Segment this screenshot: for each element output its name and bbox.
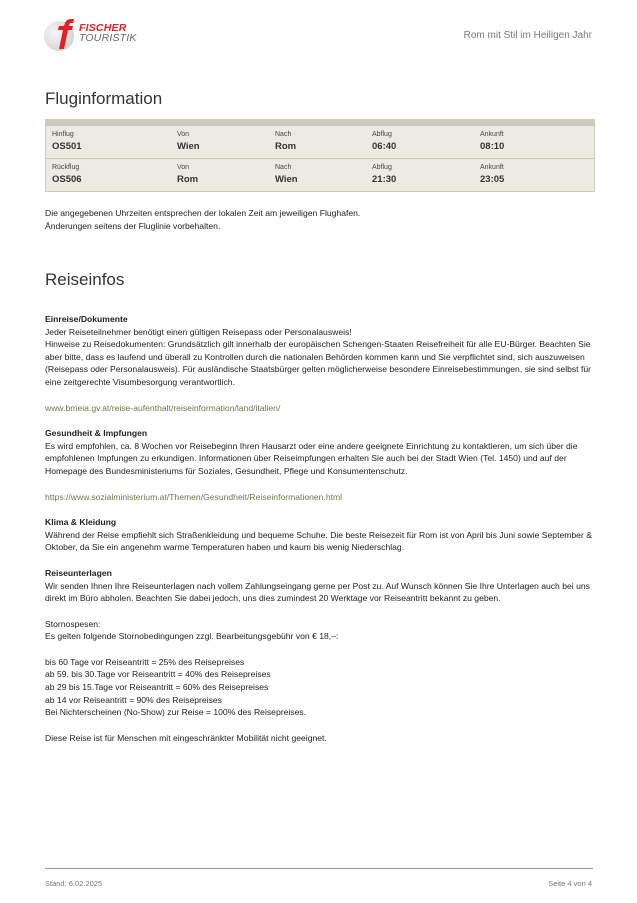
cancellation-item: ab 14 vor Reiseantritt = 90% des Reisepreises xyxy=(45,694,222,705)
cancellation-intro: Es gelten folgende Stornobedingungen zzgl. Bearbeitungsgebühr von € 18,–: xyxy=(45,631,339,642)
arrival-time: 23:05 xyxy=(480,174,505,185)
entry-documents-text: Jeder Reiseteilnehmer benötigt einen gültigen Reisepass oder Personalausweis! xyxy=(45,326,352,337)
flight-note-line-2: Änderungen seitens der Fluglinie vorbehalten. xyxy=(45,220,221,231)
flight-table xyxy=(45,119,595,192)
departure-time: 06:40 xyxy=(372,141,397,152)
travel-info-body xyxy=(45,313,597,744)
flight-row-outbound xyxy=(46,126,594,159)
documents-text: Wir senden Ihnen Ihre Reiseunterlagen nach vollem Zahlungseingang gerne per Post zu. Auf Wunsch können Sie Ihre Unterlagen auch bei uns direkt im Büro abholen. Beachten Sie dabei jedoch, uns dies zumindest 20 Werktage vor Reiseantritt bekannt zu geben. xyxy=(45,580,590,604)
page-header xyxy=(0,0,637,60)
trip-title: Rom mit Stil im Heiligen Jahr xyxy=(463,30,592,41)
fischer-touristik-logo xyxy=(44,20,144,54)
flight-type-label: Hinflug xyxy=(52,131,74,138)
to-city: Wien xyxy=(275,174,298,185)
cancellation-item: ab 29 bis 15.Tage vor Reiseantritt = 60% des Reisepreises xyxy=(45,682,269,693)
from-city: Wien xyxy=(177,141,200,152)
flight-row-return xyxy=(46,159,594,191)
health-heading: Gesundheit & Impfungen xyxy=(45,428,148,439)
cancellation-heading: Stornospesen: xyxy=(45,618,101,629)
entry-documents-heading: Einreise/Dokumente xyxy=(45,314,128,324)
arrival-label: Ankunft xyxy=(480,131,504,138)
departure-label: Abflug xyxy=(372,164,392,171)
flight-type-label: Rückflug xyxy=(52,164,80,171)
flight-note-line-1: Die angegebenen Uhrzeiten entsprechen der lokalen Zeit am jeweiligen Flughafen. xyxy=(45,208,361,218)
flight-info-heading: Fluginformation xyxy=(45,89,163,108)
from-label: Von xyxy=(177,164,190,171)
logo-wordmark-fischer: FISCHER xyxy=(79,22,127,34)
documents-heading: Reiseunterlagen xyxy=(45,567,112,578)
cancellation-item: bis 60 Tage vor Reiseantritt = 25% des Reisepreises xyxy=(45,656,245,667)
sozialministerium-link[interactable]: https://www.sozialministerium.at/Themen/Gesundheit/Reiseinformationen.html xyxy=(45,491,343,502)
travel-info-heading: Reiseinfos xyxy=(45,270,125,289)
footer-page-number: Seite 4 von 4 xyxy=(548,879,592,888)
departure-label: Abflug xyxy=(372,131,392,138)
from-city: Rom xyxy=(177,174,199,185)
footer-date: Stand: 6.02.2025 xyxy=(45,879,103,888)
bmeia-link[interactable]: www.bmeia.gv.at/reise-aufenthalt/reiseinformation/land/italien/ xyxy=(45,402,281,413)
flight-note xyxy=(45,207,360,232)
climate-text: Während der Reise empfiehlt sich Straßenkleidung und bequeme Schuhe. Die beste Reisezeit für Rom ist von April bis Juni sowie September & Oktober, da Sie ein angenehm warme Temperaturen haben und kaum bis wenig Niederschlag. xyxy=(45,529,592,553)
mobility-note: Diese Reise ist für Menschen mit eingeschränkter Mobilität nicht geeignet. xyxy=(45,732,327,743)
from-label: Von xyxy=(177,131,190,138)
f-logo-icon xyxy=(50,18,74,52)
entry-documents-text-2: Hinweise zu Reisedokumenten: Grundsätzlich gilt innerhalb der europäischen Schengen-Staaten Reisefreiheit für alle EU-Bürger. Beachten Sie aber bitte, dass es laufend und überall zu Kontrollen durch die nationalen Behörden kommen kann und Sie verpflichtet sind, sich auszuweisen (Reisepass oder Personalausweis). Für ausländische Staatsbürger gelten möglicherweise besondere Einreisebestimmungen, sie sind selbst für eine zeitgerechte Visumbesorgung verantwortlich. xyxy=(45,339,591,387)
health-text: Es wird empfohlen, ca. 8 Wochen vor Reisebeginn Ihren Hausarzt oder eine andere geeignete Einrichtung zu kontaktieren, um sich über die empfohlenen Impfungen zu erkundigen. Informationen über Reiseimpfungen erhalten Sie auch bei der Stadt Wien (Tel. 1450) und auf der Homepage des Bundesministeriums für Soziales, Gesundheit, Pflege und Konsumentenschutz. xyxy=(45,440,578,476)
flight-number: OS501 xyxy=(52,141,82,152)
section-entry-documents xyxy=(45,313,597,389)
cancellation-item: Bei Nichterscheinen (No-Show) zur Reise = 100% des Reisepreises. xyxy=(45,707,307,718)
arrival-label: Ankunft xyxy=(480,164,504,171)
section-cancellation xyxy=(45,618,597,643)
climate-heading: Klima & Kleidung xyxy=(45,517,117,528)
flight-number: OS506 xyxy=(52,174,82,185)
arrival-time: 08:10 xyxy=(480,141,505,152)
section-health xyxy=(45,427,597,477)
cancellation-list xyxy=(45,656,597,719)
departure-time: 21:30 xyxy=(372,174,397,185)
logo-wordmark-touristik: TOURISTIK xyxy=(79,32,137,44)
cancellation-item: ab 59. bis 30.Tage vor Reiseantritt = 40% des Reisepreises xyxy=(45,669,271,680)
to-city: Rom xyxy=(275,141,297,152)
footer-divider xyxy=(45,868,593,869)
section-documents xyxy=(45,567,597,605)
flight-table-header-bar xyxy=(46,119,594,126)
to-label: Nach xyxy=(275,164,292,171)
section-climate xyxy=(45,516,597,554)
to-label: Nach xyxy=(275,131,292,138)
